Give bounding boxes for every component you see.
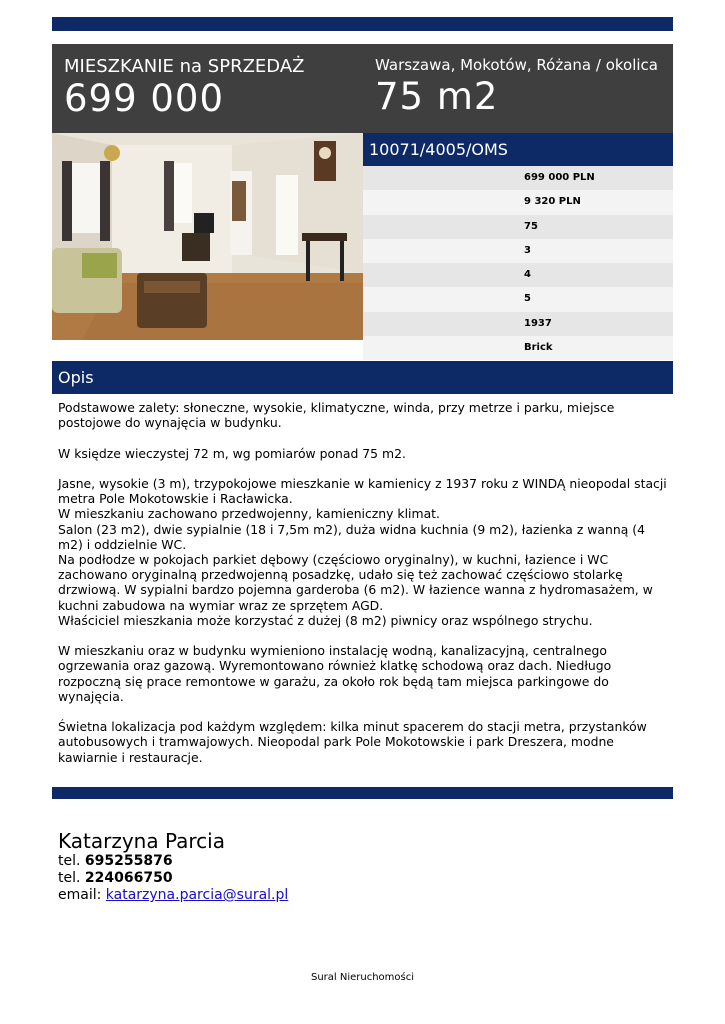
description-body: [58, 400, 670, 780]
agent-email-link[interactable]: katarzyna.parcia@sural.pl: [105, 887, 289, 903]
description-paragraph: W księdze wieczystej 72 m, wg pomiarów ponad 75 m2.: [58, 445, 406, 461]
agent-name: Katarzyna Parcia: [58, 829, 225, 853]
details-row: [363, 190, 673, 214]
description-heading: Opis: [58, 368, 94, 387]
details-row: [363, 215, 673, 239]
agent-phone-line: [58, 870, 288, 887]
description-paragraph: Świetna lokalizacja pod każdym względem: kilka minut spacerem do stacji metra, przystanków autobusowych i tramwajowych. Nieopodal park Pole Mokotowskie i park Dreszera, modne kawiarnie i restauracje.: [58, 719, 647, 765]
description-paragraph: Podstawowe zalety: słoneczne, wysokie, klimatyczne, winda, przy metrze i parku, miejsce postojowe do wynajęcia w budynku.: [58, 400, 615, 431]
details-row: [363, 239, 673, 263]
description-heading-bar: [52, 361, 673, 394]
details-value: 1937: [524, 317, 552, 329]
details-table: [363, 166, 673, 360]
phone-label: tel.: [58, 870, 81, 886]
details-row: [363, 166, 673, 190]
description-paragraph: Salon (23 m2), dwie sypialnie (18 i 7,5m m2), duża widna kuchnia (9 m2), łazienka z wanną (4 m2) i oddzielnie WC.: [58, 521, 645, 552]
details-value: Brick: [524, 342, 553, 354]
description-paragraph: Na podłodze w pokojach parkiet dębowy (częściowo oryginalny), w kuchni, łazience i WC zachowano oryginalną przedwojenną posadzkę, udało się też zachować częściowo stolarkę drzwiową. W sypialni bardzo pojemna garderoba (6 m2). W łazience wanna z hydromasażem, w kuchni zabudowa na wymiar wraz ze sprzętem AGD.: [58, 552, 653, 613]
details-value: 75: [524, 220, 538, 232]
listing-type: MIESZKANIE na SPRZEDAŻ: [64, 56, 305, 77]
details-row: [363, 287, 673, 311]
details-row: [363, 336, 673, 360]
details-row: [363, 312, 673, 336]
details-value: 699 000 PLN: [524, 172, 595, 183]
details-value: 5: [524, 293, 531, 305]
phone-label: tel.: [58, 853, 81, 869]
agent-phone-line: [58, 853, 288, 870]
reference-bar: [363, 133, 673, 166]
description-paragraph: Jasne, wysokie (3 m), trzypokojowe mieszkanie w kamienicy z 1937 roku z WINDĄ nieopodal stacji metra Pole Mokotowskie i Racławicka.: [58, 475, 667, 507]
agent-phone-1: 695255876: [84, 853, 173, 869]
listing-location: Warszawa, Mokotów, Różana / okolica: [375, 56, 658, 74]
apartment-photo: [52, 133, 363, 340]
details-value: 3: [524, 244, 531, 256]
details-value: 4: [524, 269, 531, 281]
details-value: 9 320 PLN: [524, 196, 581, 208]
agent-phone-2: 224066750: [84, 870, 173, 886]
agent-email-line: [58, 887, 288, 904]
description-paragraph: Właściciel mieszkania może korzystać z dużej (8 m2) piwnicy oraz wspólnego strychu.: [58, 612, 593, 628]
listing-price: 699 000: [64, 77, 225, 120]
description-paragraph: W mieszkaniu oraz w budynku wymieniono instalację wodną, kanalizacyjną, centralnego ogrzewania oraz gazową. Wyremontowano również klatkę schodową oraz dach. Niedługo rozpoczną się prace remontowe w garażu, za około rok będą tam miejsca parkingowe do wynajęcia.: [58, 643, 612, 704]
description-paragraph: W mieszkaniu zachowano przedwojenny, kamieniczny klimat.: [58, 506, 440, 522]
details-row: [363, 263, 673, 287]
listing-header: [52, 44, 673, 133]
top-accent-band: [52, 17, 673, 31]
email-label: email:: [58, 887, 102, 903]
footer-company: Sural Nieruchomości: [310, 972, 415, 983]
bottom-accent-band: [52, 787, 673, 799]
reference-number: 10071/4005/OMS: [369, 140, 508, 159]
listing-area: 75 m2: [375, 75, 499, 118]
agent-contact: [58, 829, 288, 904]
